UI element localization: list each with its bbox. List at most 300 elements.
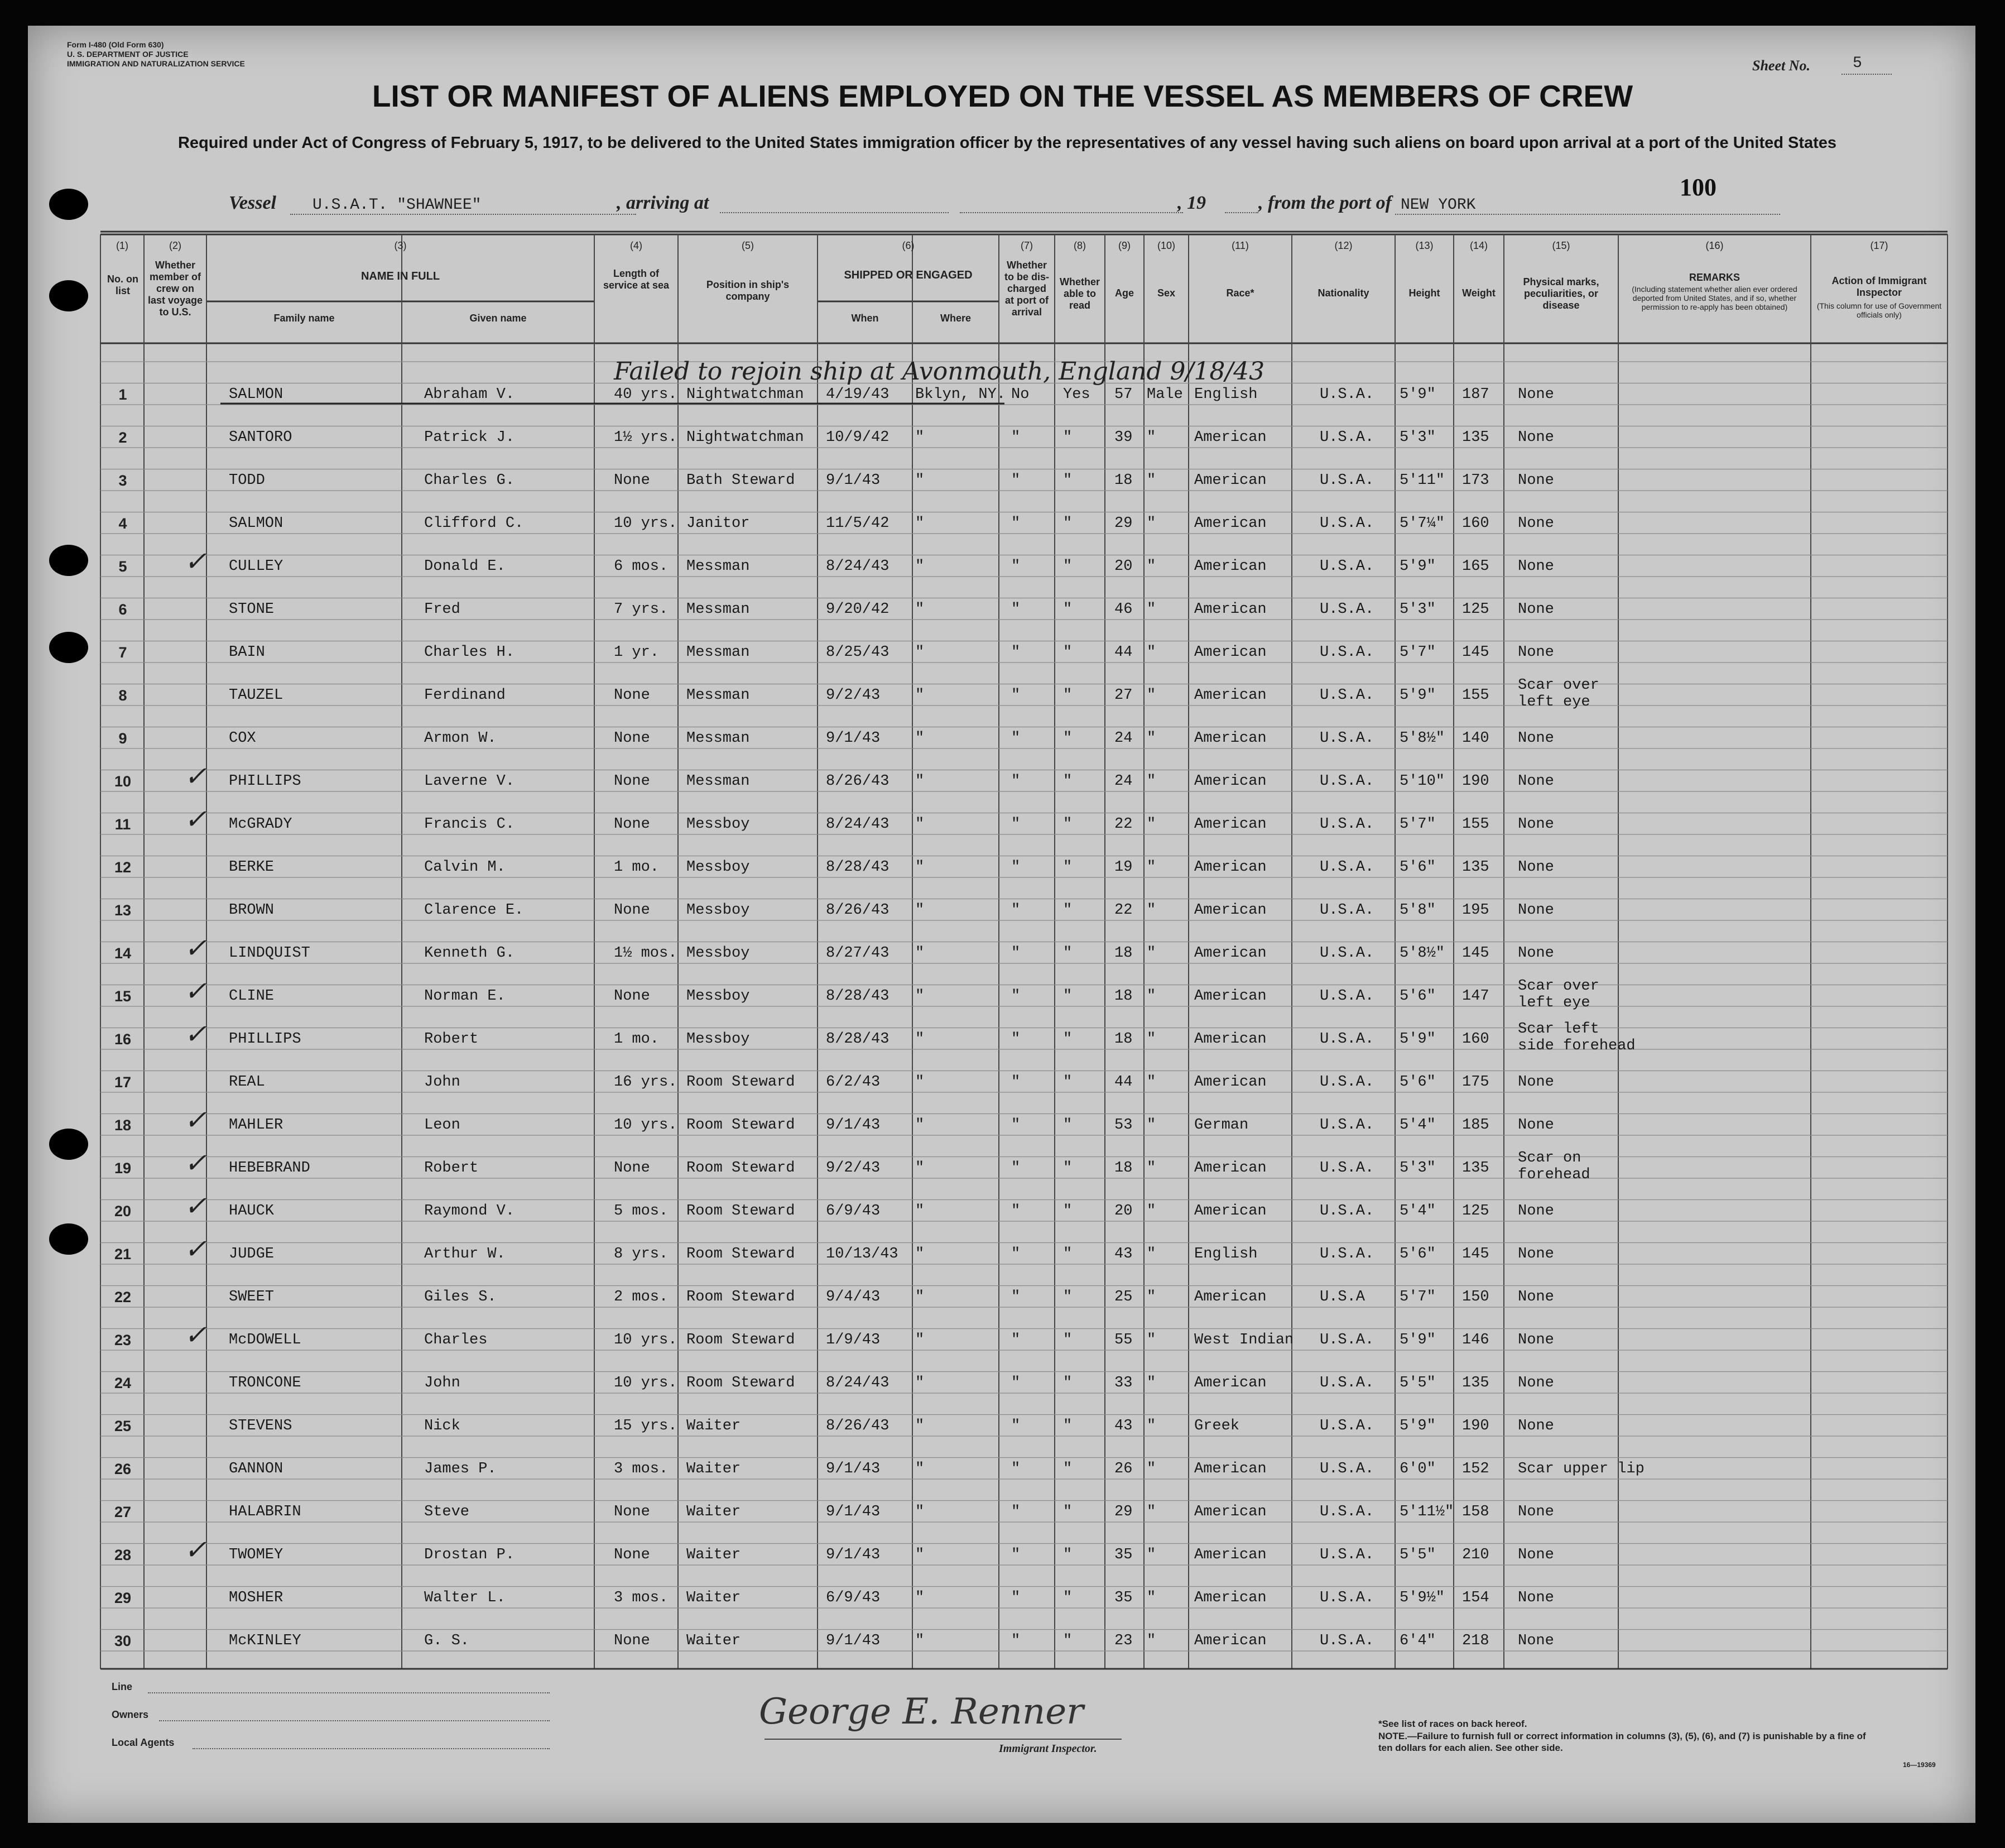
cell-shipped-when: 8/26/43	[826, 902, 889, 919]
cell-race: American	[1194, 1590, 1267, 1606]
cell-weight: 145	[1462, 1246, 1489, 1263]
cell-age: 43	[1114, 1246, 1133, 1263]
cell-shipped-where: "	[915, 1117, 925, 1134]
cell-weight: 190	[1462, 1418, 1489, 1434]
cell-service-length: None	[614, 730, 650, 747]
cell-position: Messman	[686, 730, 750, 747]
row-number: 27	[114, 1504, 132, 1520]
cell-shipped-where: "	[915, 1246, 925, 1263]
cell-able-to-read: "	[1063, 816, 1073, 833]
cell-physical-marks: None	[1518, 773, 1554, 790]
cell-sex: "	[1147, 1504, 1156, 1520]
row-number: 12	[114, 859, 132, 876]
col11-header: Race*	[1226, 287, 1254, 299]
row-number: 25	[114, 1418, 132, 1434]
cell-height: 5'8½"	[1400, 945, 1445, 962]
cell-nationality: U.S.A.	[1320, 816, 1374, 833]
col9-header: Age	[1114, 287, 1134, 299]
cell-sex: "	[1147, 816, 1156, 833]
cell-position: Nightwatchman	[686, 429, 804, 446]
cell-discharged: "	[1011, 429, 1021, 446]
cell-discharged: No	[1011, 386, 1030, 403]
cell-discharged: "	[1011, 558, 1021, 575]
cell-physical-marks: None	[1518, 902, 1554, 919]
cell-age: 19	[1114, 859, 1133, 876]
cell-sex: "	[1147, 558, 1156, 575]
col16-subheader: (Including statement whether alien ever ordered deported from United States, and if so, whether permission to re-apply has been obtained)	[1632, 285, 1797, 311]
cell-able-to-read: "	[1063, 773, 1073, 790]
cell-race: English	[1194, 386, 1258, 403]
cell-service-length: 1½ yrs.	[614, 429, 677, 446]
cell-family-name: HEBEBRAND	[229, 1160, 310, 1177]
col1-number: (1)	[116, 240, 128, 251]
cell-nationality: U.S.A.	[1320, 558, 1374, 575]
cell-shipped-when: 6/2/43	[826, 1074, 881, 1091]
cell-nationality: U.S.A.	[1320, 515, 1374, 532]
cell-service-length: None	[614, 472, 650, 489]
cell-weight: 146	[1462, 1332, 1489, 1348]
cell-shipped-where: "	[915, 644, 925, 661]
cell-nationality: U.S.A.	[1320, 1375, 1374, 1391]
cell-able-to-read: "	[1063, 1375, 1073, 1391]
row-number: 22	[114, 1289, 132, 1305]
cell-physical-marks: None	[1518, 429, 1554, 446]
cell-sex: "	[1147, 773, 1156, 790]
col8-header: Whether able to read	[1060, 276, 1100, 311]
cell-race: American	[1194, 1289, 1267, 1305]
cell-family-name: JUDGE	[229, 1246, 275, 1263]
cell-nationality: U.S.A.	[1320, 902, 1374, 919]
cell-weight: 135	[1462, 1375, 1489, 1391]
row-number: 19	[114, 1160, 132, 1177]
cell-shipped-when: 10/9/42	[826, 429, 889, 446]
page-subtitle: Required under Act of Congress of February 5, 1917, to be delivered to the United States immigration officer by the representatives of any vessel having such aliens on board upon arrival at a port of the United States	[177, 134, 1837, 152]
cell-age: 29	[1114, 515, 1133, 532]
col2-number: (2)	[169, 240, 181, 251]
cell-discharged: "	[1011, 1633, 1021, 1649]
cell-sex: "	[1147, 601, 1156, 618]
row-number: 5	[118, 558, 127, 575]
cell-service-length: 10 yrs.	[614, 1332, 677, 1348]
cell-family-name: STONE	[229, 601, 275, 618]
cell-discharged: "	[1011, 730, 1021, 747]
cell-family-name: CLINE	[229, 988, 275, 1005]
cell-weight: 190	[1462, 773, 1489, 790]
cell-physical-marks: Scar left	[1518, 1021, 1599, 1038]
cell-age: 43	[1114, 1418, 1133, 1434]
cell-given-name: Clarence E.	[424, 902, 524, 919]
row-number: 6	[118, 601, 127, 618]
crew-check-mark: ✓	[184, 761, 207, 792]
cell-weight: 145	[1462, 644, 1489, 661]
cell-age: 24	[1114, 773, 1133, 790]
cell-position: Room Steward	[686, 1246, 795, 1263]
row-number: 23	[114, 1332, 132, 1348]
col2-header: Whether member of crew on last voyage to U.S.	[147, 260, 203, 318]
col10-header: Sex	[1157, 287, 1176, 299]
cell-service-length: 7 yrs.	[614, 601, 669, 618]
cell-family-name: SALMON	[229, 386, 283, 403]
cell-position: Room Steward	[686, 1203, 795, 1220]
cell-race: American	[1194, 902, 1267, 919]
cell-height: 5'9"	[1400, 1332, 1436, 1348]
cell-physical-marks: None	[1518, 1203, 1554, 1220]
cell-family-name: PHILLIPS	[229, 1031, 301, 1048]
cell-discharged: "	[1011, 945, 1021, 962]
cell-nationality: U.S.A.	[1320, 386, 1374, 403]
cell-physical-marks-line2: left eye	[1518, 995, 1590, 1011]
cell-shipped-when: 9/1/43	[826, 1547, 881, 1563]
cell-discharged: "	[1011, 1246, 1021, 1263]
cell-position: Waiter	[686, 1504, 741, 1520]
cell-physical-marks: None	[1518, 1289, 1554, 1305]
col17-subheader: (This column for use of Government officials only)	[1816, 301, 1942, 319]
cell-physical-marks: None	[1518, 816, 1554, 833]
cell-discharged: "	[1011, 773, 1021, 790]
cell-discharged: "	[1011, 1031, 1021, 1048]
cell-shipped-where: "	[915, 1289, 925, 1305]
cell-race: English	[1194, 1246, 1258, 1263]
crew-check-mark: ✓	[184, 1019, 207, 1050]
cell-discharged: "	[1011, 1332, 1021, 1348]
cell-weight: 210	[1462, 1547, 1489, 1563]
col6-number: (6)	[902, 240, 915, 251]
cell-nationality: U.S.A.	[1320, 1547, 1374, 1563]
department-name: U. S. DEPARTMENT OF JUSTICE	[67, 50, 189, 59]
cell-age: 20	[1114, 558, 1133, 575]
service-name: IMMIGRATION AND NATURALIZATION SERVICE	[67, 59, 245, 68]
cell-age: 18	[1114, 945, 1133, 962]
cell-given-name: Drostan P.	[424, 1547, 515, 1563]
cell-height: 5'3"	[1400, 1160, 1436, 1177]
cell-weight: 187	[1462, 386, 1489, 403]
cell-given-name: Steve	[424, 1504, 470, 1520]
cell-able-to-read: "	[1063, 687, 1073, 704]
cell-given-name: Charles	[424, 1332, 488, 1348]
col16-header: REMARKS	[1689, 272, 1740, 283]
cell-shipped-when: 8/27/43	[826, 945, 889, 962]
cell-height: 5'3"	[1400, 429, 1436, 446]
cell-sex: "	[1147, 687, 1156, 704]
handwritten-note: Failed to rejoin ship at Avonmouth, England 9/18/43	[614, 357, 1265, 386]
cell-sex: "	[1147, 1418, 1156, 1434]
cell-able-to-read: "	[1063, 859, 1073, 876]
cell-physical-marks: Scar over	[1518, 677, 1599, 694]
cell-given-name: Armon W.	[424, 730, 497, 747]
cell-nationality: U.S.A.	[1320, 1418, 1374, 1434]
form-number: Form I-480 (Old Form 630)	[67, 40, 164, 49]
cell-given-name: Giles S.	[424, 1289, 497, 1305]
cell-weight: 140	[1462, 730, 1489, 747]
cell-weight: 160	[1462, 515, 1489, 532]
cell-position: Room Steward	[686, 1074, 795, 1091]
cell-physical-marks: None	[1518, 601, 1554, 618]
cell-discharged: "	[1011, 1504, 1021, 1520]
cell-age: 39	[1114, 429, 1133, 446]
cell-shipped-where: "	[915, 902, 925, 919]
crew-check-mark: ✓	[184, 1191, 207, 1222]
from-port-label: , from the port of	[1258, 193, 1392, 213]
cell-weight: 154	[1462, 1590, 1489, 1606]
col6-where-header: Where	[940, 313, 971, 324]
cell-race: American	[1194, 1504, 1267, 1520]
cell-race: West Indian	[1194, 1332, 1294, 1348]
cell-position: Room Steward	[686, 1117, 795, 1134]
arriving-label: , arriving at	[617, 193, 709, 213]
cell-shipped-where: "	[915, 816, 925, 833]
cell-family-name: CULLEY	[229, 558, 283, 575]
cell-service-length: None	[614, 902, 650, 919]
cell-height: 5'10"	[1400, 773, 1445, 790]
row-number: 21	[114, 1246, 132, 1263]
cell-position: Waiter	[686, 1461, 741, 1477]
cell-position: Waiter	[686, 1547, 741, 1563]
cell-service-length: 40 yrs.	[614, 386, 677, 403]
cell-height: 5'6"	[1400, 859, 1436, 876]
cell-height: 5'4"	[1400, 1117, 1436, 1134]
cell-race: American	[1194, 515, 1267, 532]
cell-given-name: Calvin M.	[424, 859, 506, 876]
cell-sex: "	[1147, 429, 1156, 446]
cell-nationality: U.S.A.	[1320, 601, 1374, 618]
vessel-name: U.S.A.T. "SHAWNEE"	[290, 196, 636, 215]
cell-physical-marks: Scar over	[1518, 978, 1599, 995]
cell-shipped-when: 9/4/43	[826, 1289, 881, 1305]
cell-physical-marks: None	[1518, 1332, 1554, 1348]
cell-nationality: U.S.A.	[1320, 1203, 1374, 1220]
cell-given-name: John	[424, 1074, 460, 1091]
cell-service-length: None	[614, 1547, 650, 1563]
cell-shipped-when: 9/1/43	[826, 730, 881, 747]
cell-nationality: U.S.A.	[1320, 429, 1374, 446]
inspector-signature: George E. Renner	[759, 1691, 1084, 1732]
cell-shipped-where: "	[915, 1633, 925, 1649]
cell-nationality: U.S.A.	[1320, 1590, 1374, 1606]
cell-race: American	[1194, 601, 1267, 618]
cell-shipped-where: "	[915, 1504, 925, 1520]
cell-physical-marks: None	[1518, 1504, 1554, 1520]
races-note: *See list of races on back hereof.	[1378, 1719, 1527, 1729]
cell-age: 24	[1114, 730, 1133, 747]
cell-family-name: GANNON	[229, 1461, 283, 1477]
cell-family-name: BERKE	[229, 859, 275, 876]
row-number: 4	[118, 515, 127, 532]
cell-age: 18	[1114, 1031, 1133, 1048]
cell-given-name: G. S.	[424, 1633, 470, 1649]
cell-position: Waiter	[686, 1418, 741, 1434]
cell-physical-marks: None	[1518, 945, 1554, 962]
cell-family-name: TODD	[229, 472, 265, 489]
cell-sex: "	[1147, 1203, 1156, 1220]
cell-given-name: Raymond V.	[424, 1203, 515, 1220]
cell-weight: 147	[1462, 988, 1489, 1005]
cell-race: American	[1194, 687, 1267, 704]
cell-sex: "	[1147, 1332, 1156, 1348]
cell-nationality: U.S.A.	[1320, 1117, 1374, 1134]
cell-service-length: None	[614, 816, 650, 833]
cell-physical-marks-line2: side forehead	[1518, 1038, 1636, 1054]
row-number: 9	[118, 730, 127, 747]
row-number: 16	[114, 1031, 132, 1048]
cell-position: Messman	[686, 687, 750, 704]
cell-shipped-when: 9/1/43	[826, 1117, 881, 1134]
cell-race: American	[1194, 644, 1267, 661]
crew-check-mark: ✓	[184, 933, 207, 964]
cell-position: Messboy	[686, 902, 750, 919]
cell-service-length: 3 mos.	[614, 1590, 669, 1606]
row-number: 20	[114, 1203, 132, 1220]
cell-service-length: 5 mos.	[614, 1203, 669, 1220]
row-number: 7	[118, 644, 127, 661]
cell-physical-marks: None	[1518, 1246, 1554, 1263]
col10-number: (10)	[1157, 240, 1175, 251]
col3-number: (3)	[394, 240, 407, 251]
cell-position: Room Steward	[686, 1289, 795, 1305]
cell-given-name: James P.	[424, 1461, 497, 1477]
cell-shipped-when: 9/2/43	[826, 1160, 881, 1177]
cell-position: Waiter	[686, 1633, 741, 1649]
cell-sex: Male	[1147, 386, 1183, 403]
cell-age: 23	[1114, 1633, 1133, 1649]
cell-nationality: U.S.A.	[1320, 859, 1374, 876]
cell-service-length: None	[614, 1160, 650, 1177]
cell-given-name: Francis C.	[424, 816, 515, 833]
cell-height: 5'7"	[1400, 644, 1436, 661]
crew-check-mark: ✓	[184, 1319, 207, 1351]
cell-height: 5'8½"	[1400, 730, 1445, 747]
cell-sex: "	[1147, 1289, 1156, 1305]
cell-position: Messboy	[686, 816, 750, 833]
cell-shipped-when: 8/24/43	[826, 558, 889, 575]
cell-nationality: U.S.A.	[1320, 472, 1374, 489]
cell-physical-marks: None	[1518, 515, 1554, 532]
cell-shipped-when: 8/24/43	[826, 1375, 889, 1391]
cell-family-name: MOSHER	[229, 1590, 283, 1606]
cell-shipped-when: 11/5/42	[826, 515, 889, 532]
cell-age: 35	[1114, 1590, 1133, 1606]
cell-discharged: "	[1011, 1547, 1021, 1563]
cell-weight: 165	[1462, 558, 1489, 575]
cell-race: American	[1194, 1160, 1267, 1177]
cell-discharged: "	[1011, 859, 1021, 876]
col17-number: (17)	[1870, 240, 1888, 251]
cell-service-length: 10 yrs.	[614, 515, 677, 532]
cell-physical-marks: Scar upper lip	[1518, 1461, 1645, 1477]
cell-service-length: 16 yrs.	[614, 1074, 677, 1091]
cell-position: Messboy	[686, 945, 750, 962]
cell-race: German	[1194, 1117, 1249, 1134]
cell-shipped-where: "	[915, 859, 925, 876]
cell-height: 5'6"	[1400, 988, 1436, 1005]
cell-race: American	[1194, 945, 1267, 962]
cell-physical-marks: None	[1518, 386, 1554, 403]
cell-age: 27	[1114, 687, 1133, 704]
cell-given-name: Donald E.	[424, 558, 506, 575]
cell-family-name: TAUZEL	[229, 687, 283, 704]
cell-able-to-read: "	[1063, 1332, 1073, 1348]
crew-check-mark: ✓	[184, 1105, 207, 1136]
cell-height: 5'7"	[1400, 816, 1436, 833]
cell-age: 18	[1114, 988, 1133, 1005]
cell-position: Janitor	[686, 515, 750, 532]
col4-header: Length of service at sea	[603, 268, 670, 291]
year-label: , 19	[1177, 193, 1206, 213]
cell-race: American	[1194, 859, 1267, 876]
cell-age: 44	[1114, 644, 1133, 661]
cell-weight: 155	[1462, 816, 1489, 833]
cell-shipped-where: Bklyn, NY.	[915, 386, 1006, 403]
cell-given-name: Leon	[424, 1117, 460, 1134]
cell-race: American	[1194, 472, 1267, 489]
row-number: 2	[118, 429, 127, 446]
cell-sex: "	[1147, 1031, 1156, 1048]
cell-shipped-where: "	[915, 1375, 925, 1391]
cell-nationality: U.S.A.	[1320, 1160, 1374, 1177]
cell-shipped-when: 8/24/43	[826, 816, 889, 833]
col15-header: Physical marks, peculiarities, or disease	[1523, 276, 1599, 311]
cell-shipped-when: 9/20/42	[826, 601, 889, 618]
cell-shipped-when: 4/19/43	[826, 386, 889, 403]
cell-sex: "	[1147, 1375, 1156, 1391]
cell-physical-marks: None	[1518, 1547, 1554, 1563]
cell-height: 5'7"	[1400, 1289, 1436, 1305]
cell-position: Bath Steward	[686, 472, 795, 489]
cell-able-to-read: "	[1063, 1633, 1073, 1649]
cell-shipped-when: 6/9/43	[826, 1203, 881, 1220]
cell-shipped-where: "	[915, 515, 925, 532]
cell-physical-marks: None	[1518, 472, 1554, 489]
cell-nationality: U.S.A.	[1320, 1461, 1374, 1477]
cell-weight: 173	[1462, 472, 1489, 489]
cell-given-name: Nick	[424, 1418, 460, 1434]
col8-number: (8)	[1074, 240, 1086, 251]
col3-given-header: Given name	[469, 313, 527, 324]
col14-number: (14)	[1469, 240, 1488, 251]
row-number: 18	[114, 1117, 132, 1134]
cell-sex: "	[1147, 644, 1156, 661]
cell-height: 5'9"	[1400, 687, 1436, 704]
col13-number: (13)	[1415, 240, 1434, 251]
cell-race: American	[1194, 1375, 1267, 1391]
stamp-number: 100	[1680, 174, 1716, 201]
cell-height: 5'9"	[1400, 386, 1436, 403]
cell-physical-marks-line2: forehead	[1518, 1167, 1590, 1183]
cell-physical-marks: None	[1518, 1074, 1554, 1091]
cell-discharged: "	[1011, 687, 1021, 704]
cell-discharged: "	[1011, 1074, 1021, 1091]
cell-shipped-when: 8/25/43	[826, 644, 889, 661]
row-number: 11	[114, 816, 131, 833]
cell-position: Room Steward	[686, 1160, 795, 1177]
cell-physical-marks: None	[1518, 730, 1554, 747]
penalty-note: NOTE.—Failure to furnish full or correct information in columns (3), (5), (6), and (7) is punishable by a fine of ten dollars for each alien. See other side.	[1378, 1731, 1866, 1753]
cell-given-name: Robert	[424, 1160, 479, 1177]
cell-nationality: U.S.A.	[1320, 945, 1374, 962]
col13-header: Height	[1408, 287, 1440, 299]
cell-position: Nightwatchman	[686, 386, 804, 403]
cell-physical-marks: None	[1518, 1117, 1554, 1134]
cell-height: 5'9"	[1400, 1418, 1436, 1434]
col6-when-header: When	[851, 313, 879, 324]
cell-age: 18	[1114, 1160, 1133, 1177]
cell-given-name: Kenneth G.	[424, 945, 515, 962]
col5-header: Position in ship's company	[706, 279, 790, 302]
row-number: 30	[114, 1633, 132, 1649]
cell-position: Messman	[686, 773, 750, 790]
cell-family-name: MAHLER	[229, 1117, 283, 1134]
cell-sex: "	[1147, 1633, 1156, 1649]
cell-shipped-when: 9/1/43	[826, 1633, 881, 1649]
